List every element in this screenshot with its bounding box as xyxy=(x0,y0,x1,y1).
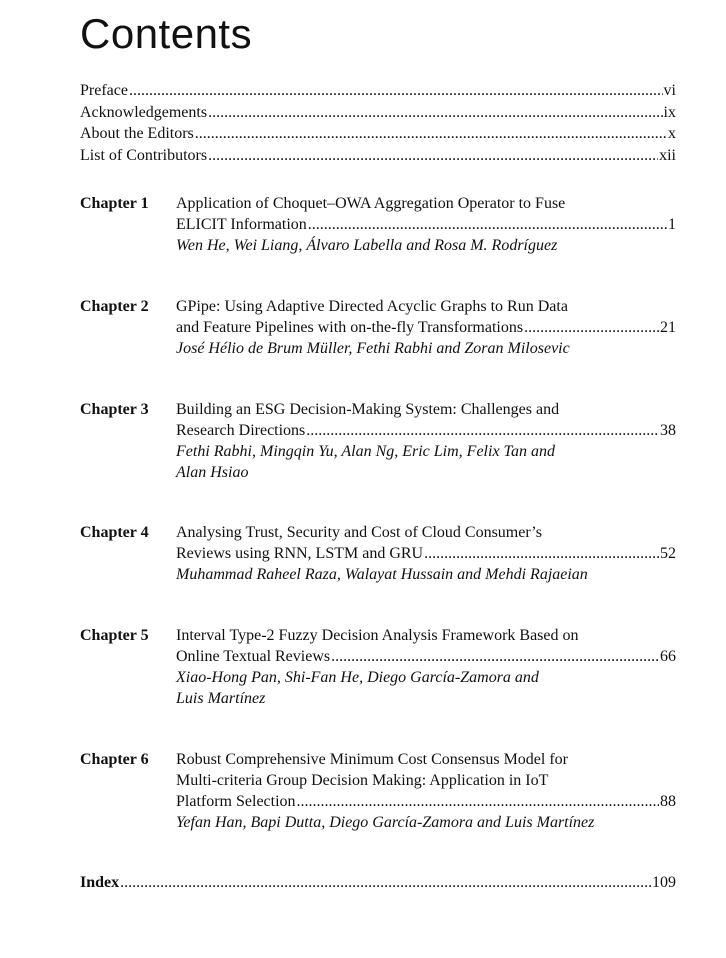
dot-leader xyxy=(120,872,651,894)
entry-page: x xyxy=(668,125,676,142)
chapter-title-line: Multi-criteria Group Decision Making: Application in IoT xyxy=(176,772,549,789)
front-matter-list xyxy=(80,80,676,166)
chapter-title-line: Interval Type-2 Fuzzy Decision Analysis Framework Based on xyxy=(176,627,579,644)
dot-leader xyxy=(308,214,667,235)
chapter-authors-line: Fethi Rabhi, Mingqin Yu, Alan Ng, Eric Lim, Felix Tan and xyxy=(176,443,555,460)
chapter-title-line: Robust Comprehensive Minimum Cost Consensus Model for xyxy=(176,751,568,768)
chapter-authors-line: Alan Hsiao xyxy=(176,464,249,481)
chapter-title-text: Reviews using RNN, LSTM and GRU xyxy=(176,545,424,562)
toc-entry-acknowledgements[interactable] xyxy=(80,102,676,124)
chapter-title-text: and Feature Pipelines with on-the-fly Transformations xyxy=(176,319,524,336)
index-label: Index xyxy=(80,874,120,891)
toc-entry-preface[interactable] xyxy=(80,80,676,102)
entry-page: vi xyxy=(663,82,676,99)
chapter-title-line: Building an ESG Decision-Making System: Challenges and xyxy=(176,401,560,418)
dot-leader xyxy=(424,543,659,564)
chapter-label: Chapter 1 xyxy=(80,195,149,212)
chapter-page: 66 xyxy=(660,648,676,665)
toc-entry-about-editors[interactable] xyxy=(80,123,676,145)
chapter-authors-line: Xiao-Hong Pan, Shi-Fan He, Diego García-Zamora and xyxy=(176,669,539,686)
toc-entry-contributors[interactable] xyxy=(80,145,676,167)
chapter-title-text: ELICIT Information xyxy=(176,216,307,233)
chapter-page: 1 xyxy=(668,216,676,233)
chapter-body xyxy=(176,399,676,483)
dot-leader xyxy=(208,145,658,167)
dot-leader xyxy=(524,317,659,338)
chapter-authors: Wen He, Wei Liang, Álvaro Labella and Rosa M. Rodríguez xyxy=(176,237,558,254)
index-row xyxy=(80,872,676,894)
dot-leader xyxy=(331,646,659,667)
entry-label: About the Editors xyxy=(80,125,194,142)
chapter-title-text: Platform Selection xyxy=(176,793,296,810)
chapter-body xyxy=(176,193,676,256)
chapter-title-last-line xyxy=(176,646,676,667)
chapter-title-text: Online Textual Reviews xyxy=(176,648,331,665)
dot-leader xyxy=(129,80,663,102)
chapter-body xyxy=(176,749,676,833)
page-title: Contents xyxy=(80,10,253,57)
chapter-title-last-line xyxy=(176,214,676,235)
chapter-authors-line: Luis Martínez xyxy=(176,690,266,707)
chapter-label: Chapter 5 xyxy=(80,627,149,644)
chapter-title-text: Research Directions xyxy=(176,422,306,439)
index-page: 109 xyxy=(652,874,676,891)
chapter-authors: José Hélio de Brum Müller, Fethi Rabhi and Zoran Milosevic xyxy=(176,340,570,357)
entry-label: List of Contributors xyxy=(80,146,208,164)
index-entry[interactable] xyxy=(80,872,676,894)
chapter-title-line: Analysing Trust, Security and Cost of Cloud Consumer’s xyxy=(176,524,542,541)
dot-leader xyxy=(208,102,662,124)
entry-page: xii xyxy=(659,146,676,164)
chapter-authors: Muhammad Raheel Raza, Walayat Hussain and Mehdi Rajaeian xyxy=(176,566,588,583)
dot-leader xyxy=(297,791,659,812)
chapter-page: 88 xyxy=(660,793,676,810)
dot-leader xyxy=(195,123,667,145)
chapter-title-last-line xyxy=(176,420,676,441)
entry-label: Acknowledgements xyxy=(80,103,208,121)
entry-page: ix xyxy=(663,103,676,121)
chapter-page: 21 xyxy=(660,319,676,336)
chapter-body xyxy=(176,296,676,359)
chapter-body xyxy=(176,625,676,709)
dot-leader xyxy=(306,420,659,441)
chapter-label: Chapter 2 xyxy=(80,298,149,315)
chapter-title-line: Application of Choquet–OWA Aggregation Operator to Fuse xyxy=(176,195,566,212)
chapter-label: Chapter 6 xyxy=(80,751,149,768)
chapter-title-line: GPipe: Using Adaptive Directed Acyclic Graphs to Run Data xyxy=(176,298,568,315)
chapter-title-last-line xyxy=(176,543,676,564)
chapter-label: Chapter 4 xyxy=(80,524,149,541)
chapter-label: Chapter 3 xyxy=(80,401,149,418)
chapter-page: 52 xyxy=(660,545,676,562)
chapter-authors: Yefan Han, Bapi Dutta, Diego García-Zamora and Luis Martínez xyxy=(176,814,595,831)
chapter-title-last-line xyxy=(176,791,676,812)
chapter-page: 38 xyxy=(660,422,676,439)
chapter-title-last-line xyxy=(176,317,676,338)
chapter-body xyxy=(176,522,676,585)
entry-label: Preface xyxy=(80,82,128,99)
